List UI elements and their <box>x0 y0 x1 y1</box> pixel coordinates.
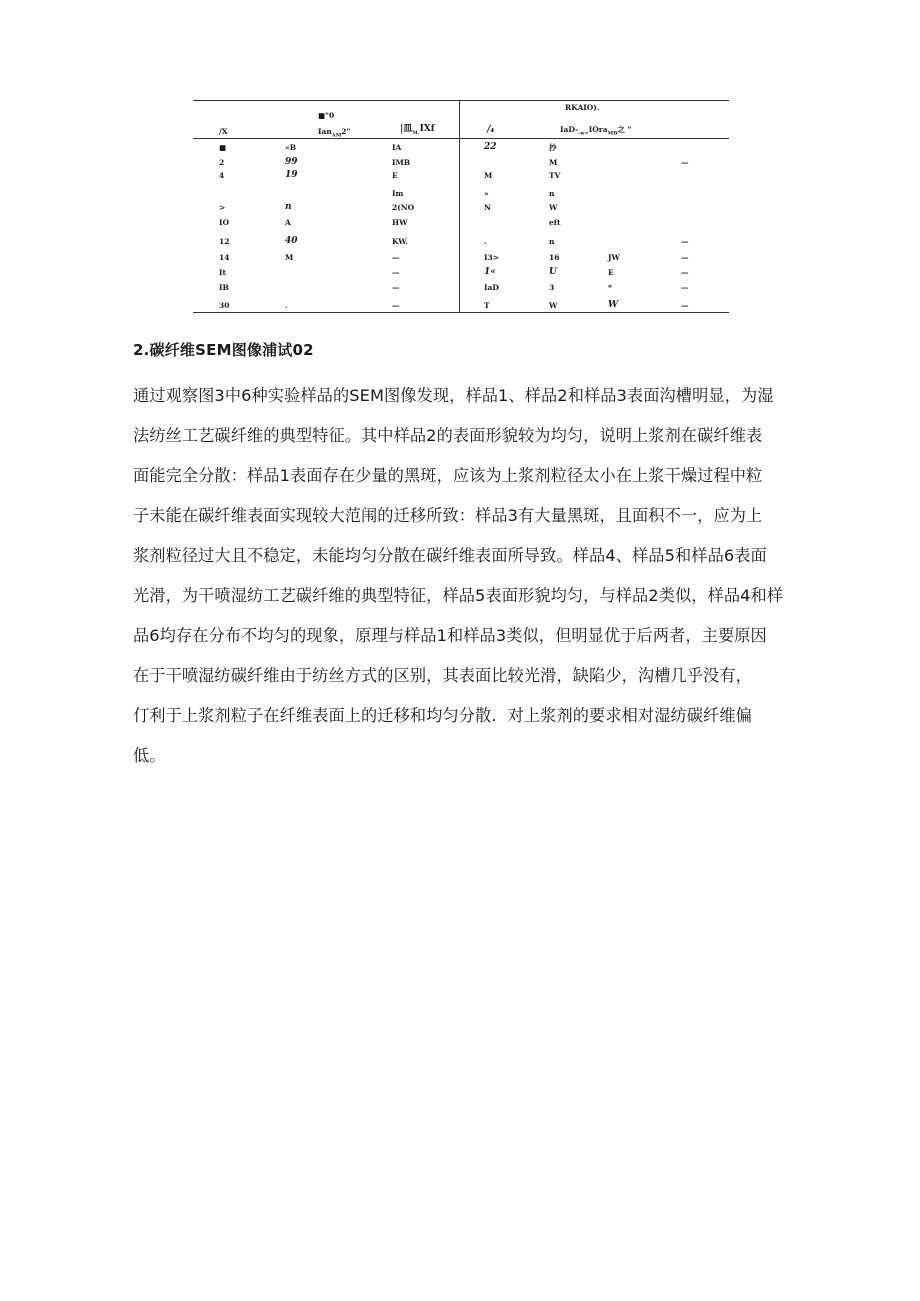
table-cell: 30 <box>219 301 230 310</box>
table-cell: — <box>681 237 689 246</box>
paragraph-line: 在于干喷湿纺碳纤维由于纺丝方式的区别，其表面比较光滑，缺陷少，沟槽几乎没有， <box>133 666 752 685</box>
table-cell: 16 <box>549 253 560 262</box>
paragraph-line: 浆剂粒径过大且不稳定，未能均匀分散在碳纤维表面所导致。样品4、样品5和样品6表面 <box>133 546 767 565</box>
table-cell: 12 <box>219 237 230 246</box>
table-divider <box>459 100 460 312</box>
table-header-rule <box>193 138 729 139</box>
table-cell: 22 <box>484 142 497 152</box>
table-cell: eft <box>549 218 561 227</box>
table-cell: M <box>484 171 493 180</box>
header-col2: Ian$_{AM}$2" <box>318 127 351 139</box>
table-cell: . <box>484 237 487 246</box>
header-col1: /X <box>219 127 228 136</box>
header-top-mid: ■"0 <box>318 111 335 120</box>
table-cell: N <box>484 203 491 212</box>
table-top-rule <box>193 100 729 101</box>
table-cell: IaD <box>484 283 499 292</box>
table-cell: IB <box>219 283 229 292</box>
header-col4: /₄ <box>487 125 495 135</box>
table-cell: M <box>285 253 294 262</box>
table-cell: — <box>681 283 689 292</box>
table-cell: Im <box>392 189 404 198</box>
table-cell: 14 <box>219 253 230 262</box>
table-cell: n <box>549 237 555 246</box>
header-col3: |皿$_{M.}$IXf <box>400 124 435 136</box>
table-cell: — <box>392 301 400 310</box>
table-cell: I3> <box>484 253 500 262</box>
table-cell: 2(NO <box>392 203 415 212</box>
table-cell: HW <box>392 218 408 227</box>
table-cell: — <box>681 301 689 310</box>
header-top-right: RKAIO). <box>565 103 600 112</box>
paragraph-line: 仃利于上浆剂粒子在纤维表面上的迁移和均匀分散．对上浆剂的要求相对湿纺碳纤维偏 <box>133 706 752 725</box>
table-cell: IA <box>392 143 402 152</box>
table-cell: «B <box>285 143 297 152</box>
paragraph-line: 低。 <box>133 746 166 765</box>
table-cell: > <box>219 203 226 212</box>
table-cell: U <box>549 267 557 277</box>
table-cell: — <box>681 253 689 262</box>
table-cell: W <box>608 300 619 310</box>
table-cell: TV <box>549 171 561 180</box>
table-cell: JW <box>608 253 620 262</box>
header-col5: IaD-$_{-w>}IOra_{MB}$之 " <box>560 125 632 137</box>
table-cell: W <box>549 301 558 310</box>
paragraph-line: 通过观察图3中6种实验样品的SEM图像发现，样品1、样品2和样品3表面沟槽明显，为湿 <box>133 386 774 405</box>
table-cell: 3 <box>549 283 555 292</box>
table-cell: IMB <box>392 158 411 167</box>
table-cell: A <box>285 218 291 227</box>
paragraph-line: 子未能在碳纤维表面实现较大范闱的迁移所致：样品3有大量黑斑，且面积不一，应为上 <box>133 506 763 525</box>
table-cell: E <box>608 268 614 277</box>
table-cell: It <box>219 268 226 277</box>
table-bottom-rule <box>193 312 729 313</box>
section-heading: 2.碳纤维SEM图像浦试02 <box>133 341 314 359</box>
data-table <box>193 98 729 314</box>
paragraph-line: 光滑，为干喷湿纺工艺碳纤维的典型特征，样品5表面形貌均匀，与样品2类似，样品4和样 <box>133 586 784 605</box>
body-paragraph <box>133 376 793 776</box>
table-cell: 2 <box>219 158 225 167</box>
table-cell: n <box>549 189 555 198</box>
table-cell: KW. <box>392 237 409 246</box>
paragraph-line: 品6均存在分布不均匀的现象，原理与样品1和样品3类似，但明显优于后两者，主要原因 <box>133 626 767 645</box>
table-cell: — <box>681 158 689 167</box>
table-cell: ■ <box>219 143 227 152</box>
table-cell: 4 <box>219 171 225 180</box>
table-cell: n <box>285 202 292 212</box>
table-cell: 19 <box>285 170 298 180</box>
table-cell: . <box>285 301 288 310</box>
table-cell: — <box>681 268 689 277</box>
table-cell: — <box>392 253 400 262</box>
table-cell: » <box>484 189 489 198</box>
table-cell: M <box>549 158 558 167</box>
table-cell: 99 <box>285 157 298 167</box>
table-cell: — <box>392 283 400 292</box>
table-cell: T <box>484 301 490 310</box>
table-cell: * <box>608 283 612 292</box>
table-cell: 40 <box>285 236 298 246</box>
table-cell: E <box>392 171 398 180</box>
table-cell: 1« <box>484 267 496 277</box>
table-cell: — <box>392 268 400 277</box>
table-cell: W <box>549 203 558 212</box>
paragraph-line: 法纺丝工艺碳纤维的典型特征。其中样品2的表面形貌较为均匀，说明上浆剂在碳纤维表 <box>133 426 763 445</box>
paragraph-line: 面能完全分散：样品1表面存在少量的黑斑，应该为上浆剂粒径太小在上浆干燥过程中粒 <box>133 466 763 485</box>
table-cell: 抄 <box>549 143 557 152</box>
table-cell: IO <box>219 218 230 227</box>
